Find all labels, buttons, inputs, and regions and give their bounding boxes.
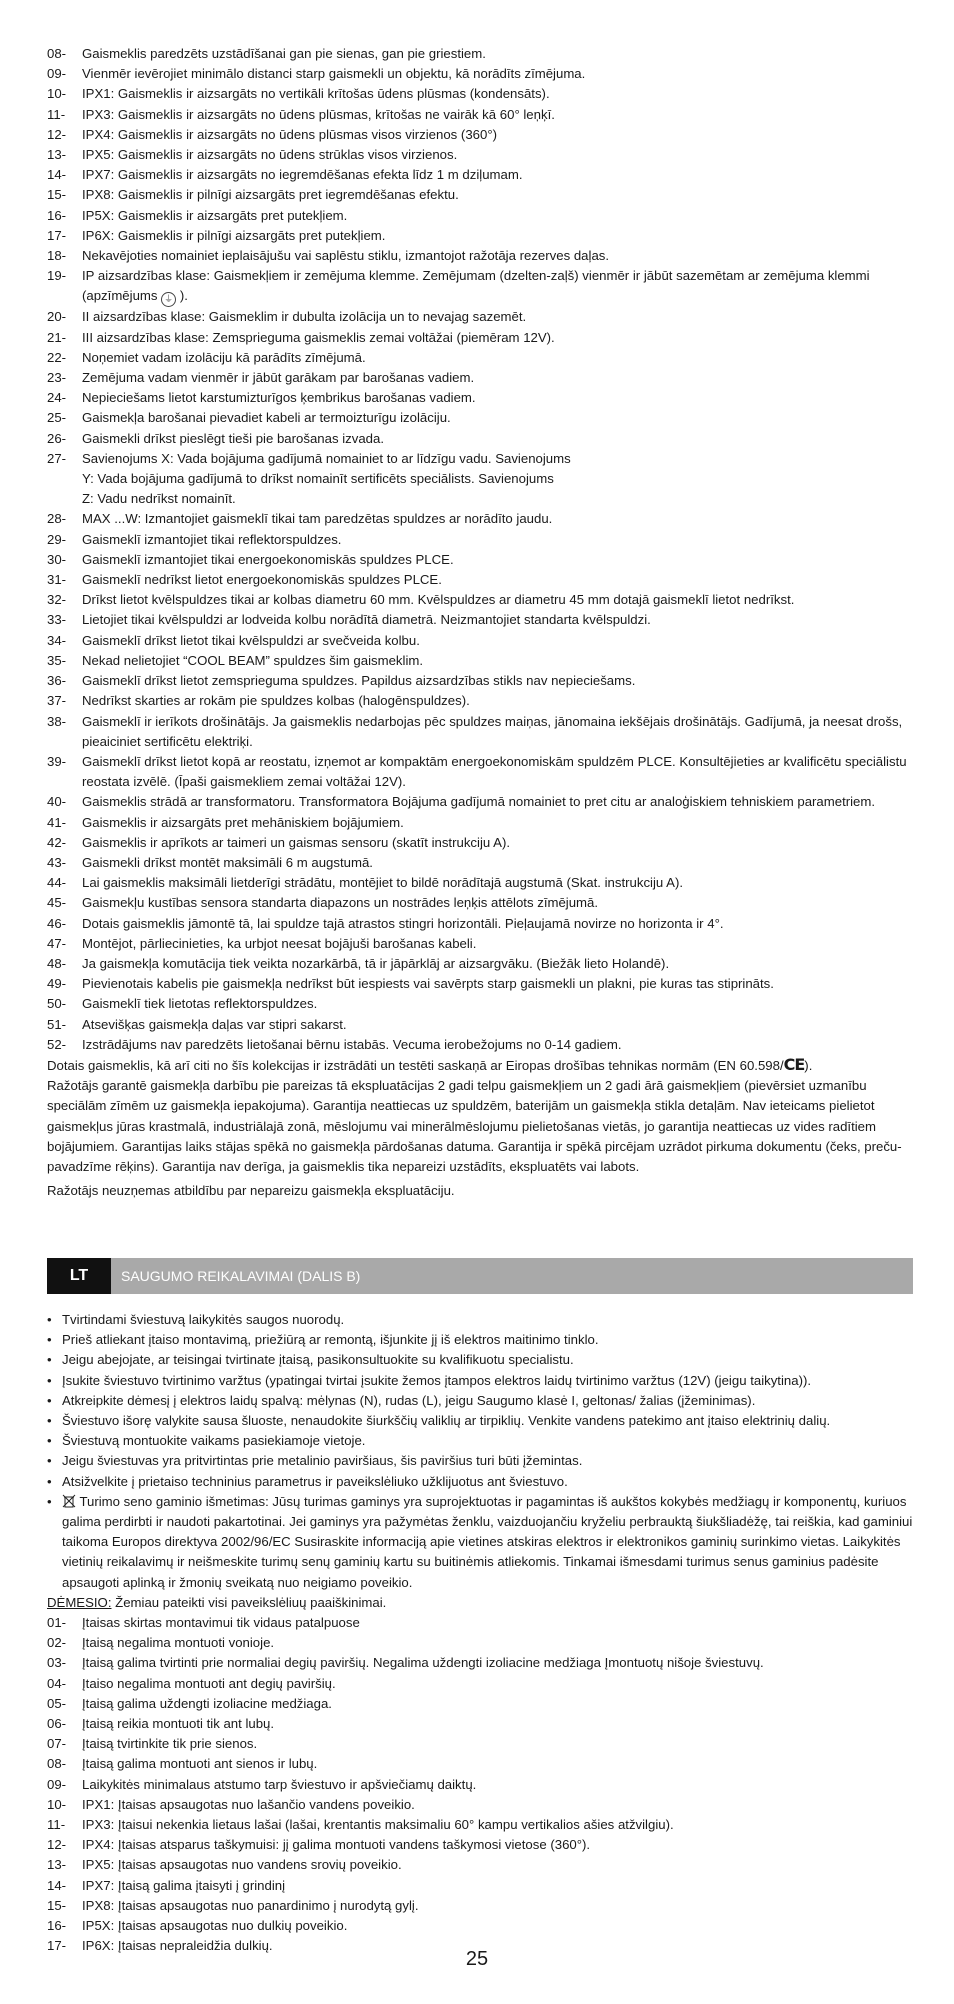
section-title: SAUGUMO REIKALAVIMAI (DALIS B) bbox=[121, 1268, 361, 1284]
lv-list-item-body: Vienmēr ievērojiet minimālo distanci starp gaismekli un objektu, kā norādīts zīmējuma. bbox=[82, 66, 586, 82]
lv-list-item-number: 41- bbox=[47, 814, 67, 830]
lv-list-item bbox=[47, 509, 913, 529]
lv-list-item bbox=[47, 206, 913, 226]
lv-list-item-body: Lai gaismeklis maksimāli lietderīgi strādātu, montējiet to bildē norādītajā augstumā (Skat. instrukciju A). bbox=[82, 875, 684, 891]
lv-conformity-end: ). bbox=[804, 1057, 813, 1073]
lt-list-item-body: IPX7: Įtaisą galima įtaisyti į grindinį bbox=[82, 1877, 286, 1893]
lv-list-item-text bbox=[82, 368, 913, 388]
lv-list-item-text bbox=[82, 934, 913, 954]
lv-list-item bbox=[47, 610, 913, 630]
section-language-code: LT bbox=[47, 1258, 111, 1294]
lv-list-item bbox=[47, 752, 913, 792]
lv-list-item-body: Izstrādājums nav paredzēts lietošanai bērnu istabās. Vecuma ierobežojums no 0-14 gadiem. bbox=[82, 1036, 622, 1052]
lv-list-item bbox=[47, 873, 913, 893]
lv-list-item-body: Gaismeklī drīkst lietot zemsprieguma spuldzes. Papildus aizsardzības stikls nav nepieciešams. bbox=[82, 673, 636, 689]
lv-list-item-text bbox=[82, 145, 913, 165]
lv-list-item-number: 43- bbox=[47, 854, 67, 870]
lt-list-item-body: IP5X: Įtaisas apsaugotas nuo dulkių poveikio. bbox=[82, 1918, 348, 1934]
lt-bullet-list bbox=[47, 1310, 913, 1492]
bullet-dot: • bbox=[47, 1413, 52, 1429]
lv-list-item-text bbox=[82, 853, 913, 873]
lt-numbered-list bbox=[47, 1613, 913, 1956]
lv-list-item-number: 16- bbox=[47, 207, 67, 223]
lv-list-item bbox=[47, 914, 913, 934]
lt-list-item-text bbox=[82, 1855, 913, 1875]
lt-bullet-text: Jeigu abejojate, ar teisingai tvirtinate įtaisą, pasikonsultuokite su kvalifikuotu specialistu. bbox=[62, 1352, 574, 1368]
lt-list-item bbox=[47, 1714, 913, 1734]
lt-list-item bbox=[47, 1674, 913, 1694]
lv-list-item bbox=[47, 429, 913, 449]
lv-list-item-text bbox=[82, 1015, 913, 1035]
lv-list-item-text bbox=[82, 873, 913, 893]
lt-list-item bbox=[47, 1855, 913, 1875]
lt-bullet-item bbox=[47, 1391, 913, 1411]
lt-list-item-body: Įtaisas skirtas montavimui tik vidaus patalpuose bbox=[82, 1615, 360, 1631]
lv-list-item-body: IPX3: Gaismeklis ir aizsargāts no ūdens plūsmas, krītošas ne vairāk kā 60° leņķī. bbox=[82, 106, 555, 122]
lv-list-item-text bbox=[82, 449, 913, 510]
lv-list-item-number: 32- bbox=[47, 592, 67, 608]
lt-list-item-text bbox=[82, 1734, 913, 1754]
lv-list-item-number: 18- bbox=[47, 248, 67, 264]
lv-numbered-list bbox=[47, 44, 913, 1055]
lv-list-item-body: Zemējuma vadam vienmēr ir jābūt garākam par barošanas vadiem. bbox=[82, 370, 475, 386]
lt-list-item bbox=[47, 1653, 913, 1673]
lv-list-item-text bbox=[82, 408, 913, 428]
lv-list-item-text bbox=[82, 752, 913, 792]
lv-list-item-body: Gaismekli drīkst pieslēgt tieši pie barošanas izvada. bbox=[82, 430, 384, 446]
lv-list-item bbox=[47, 671, 913, 691]
lt-list-item-text bbox=[82, 1815, 913, 1835]
lv-list-item-number: 22- bbox=[47, 349, 67, 365]
lt-list-item-text bbox=[82, 1795, 913, 1815]
lv-list-item bbox=[47, 307, 913, 327]
lt-list-item-body: Įtaisą galima tvirtinti prie normaliai degių paviršių. Negalima uždengti izoliacine medžiaga Įmontuotų nišoje šviestuvų. bbox=[82, 1655, 764, 1671]
lv-list-item-text bbox=[82, 307, 913, 327]
lv-list-item-text bbox=[82, 165, 913, 185]
lv-list-item-number: 28- bbox=[47, 511, 67, 527]
lv-list-item-number: 36- bbox=[47, 673, 67, 689]
lv-list-item bbox=[47, 44, 913, 64]
lv-list-item-text bbox=[82, 550, 913, 570]
lv-list-item-text bbox=[82, 671, 913, 691]
lt-list-item-body: IPX8: Įtaisas apsaugotas nuo panardinimo į nurodytą gylį. bbox=[82, 1897, 419, 1913]
lv-list-item-text bbox=[82, 266, 913, 307]
lt-list-item bbox=[47, 1734, 913, 1754]
lt-bullet-item bbox=[47, 1472, 913, 1492]
lv-list-item-number: 09- bbox=[47, 66, 67, 82]
lv-list-item-text bbox=[82, 813, 913, 833]
lv-list-item-text bbox=[82, 792, 913, 812]
lv-list-item-body: Gaismeklis ir aprīkots ar taimeri un gaismas sensoru (skatīt instrukciju A). bbox=[82, 834, 510, 850]
lt-list-item-text bbox=[82, 1694, 913, 1714]
lv-list-item-number: 11- bbox=[47, 106, 66, 122]
lt-list-item-text bbox=[82, 1633, 913, 1653]
lv-list-item-body: IP6X: Gaismeklis ir pilnīgi aizsargāts pret putekļiem. bbox=[82, 227, 386, 243]
bullet-dot: • bbox=[47, 1332, 52, 1348]
lt-bullet-text: Atsižvelkite į prietaiso techninius parametrus ir paveikslėliuko užklijuotus ant šviestuvo. bbox=[62, 1473, 568, 1489]
lv-list-item-number: 29- bbox=[47, 531, 67, 547]
bullet-dot: • bbox=[47, 1433, 52, 1449]
lv-list-item-body: Lietojiet tikai kvēlspuldzi ar lodveida kolbu norādītā diametrā. Neizmantojiet standarta kvēlspuldzi. bbox=[82, 612, 651, 628]
lv-list-item-text bbox=[82, 893, 913, 913]
lv-list-item bbox=[47, 165, 913, 185]
lv-list-item-text bbox=[82, 246, 913, 266]
lt-list-item bbox=[47, 1876, 913, 1896]
lv-list-item-number: 37- bbox=[47, 693, 67, 709]
bullet-dot: • bbox=[47, 1312, 52, 1327]
lv-list-item-text bbox=[82, 974, 913, 994]
lv-list-item bbox=[47, 994, 913, 1014]
lt-bullet-item bbox=[47, 1451, 913, 1471]
lv-list-item-body: Gaismeklī nedrīkst lietot energoekonomiskās spuldzes PLCE. bbox=[82, 572, 442, 588]
lv-list-item-body: Gaismeklī drīkst lietot tikai kvēlspuldzi ar svečveida kolbu. bbox=[82, 632, 420, 648]
lt-list-item-number: 02- bbox=[47, 1635, 67, 1651]
lv-list-item-body: Gaismeklis paredzēts uzstādīšanai gan pie sienas, gan pie griestiem. bbox=[82, 46, 486, 61]
lt-bullet-text: Prieš atliekant įtaiso montavimą, priežiūrą ar remontą, išjunkite jį iš elektros maitinimo tinklo. bbox=[62, 1332, 599, 1348]
lv-list-item bbox=[47, 145, 913, 165]
lv-list-item-body: Gaismeklī izmantojiet tikai reflektorspuldzes. bbox=[82, 531, 342, 547]
lt-disposal-item bbox=[47, 1492, 913, 1593]
lv-list-item bbox=[47, 590, 913, 610]
lv-list-item bbox=[47, 893, 913, 913]
lv-list-item-number: 17- bbox=[47, 227, 67, 243]
lv-list-item-number: 23- bbox=[47, 370, 67, 386]
ce-mark-icon: CE bbox=[783, 1054, 805, 1074]
lv-list-item-body: IPX5: Gaismeklis ir aizsargāts no ūdens strūklas visos virzienos. bbox=[82, 147, 458, 163]
lv-list-item bbox=[47, 550, 913, 570]
lt-list-item-text bbox=[82, 1754, 913, 1774]
lv-list-item-number: 49- bbox=[47, 976, 67, 992]
lv-list-item-body: IPX4: Gaismeklis ir aizsargāts no ūdens plūsmas visos virzienos (360°) bbox=[82, 126, 497, 142]
lt-list-item-body: Įtaisą tvirtinkite tik prie sienos. bbox=[82, 1736, 258, 1752]
lv-list-item-body: Gaismeklī tiek lietotas reflektorspuldzes. bbox=[82, 996, 318, 1012]
lv-list-item-body: Gaismekli drīkst montēt maksimāli 6 m augstumā. bbox=[82, 854, 373, 870]
lv-list-item-text bbox=[82, 185, 913, 205]
lv-list-item-text bbox=[82, 84, 913, 104]
lv-list-item bbox=[47, 530, 913, 550]
lt-list-item-body: IP6X: Įtaisas nepraleidžia dulkių. bbox=[82, 1938, 273, 1954]
lv-list-item-text bbox=[82, 328, 913, 348]
lt-bullet-item bbox=[47, 1411, 913, 1431]
lv-list-item-body: Nekad nelietojiet “COOL BEAM” spuldzes šim gaismeklim. bbox=[82, 652, 424, 668]
lt-list-item bbox=[47, 1775, 913, 1795]
lv-list-item bbox=[47, 368, 913, 388]
lv-list-item-number: 12- bbox=[47, 126, 67, 142]
lv-list-item-body: Nepieciešams lietot karstumizturīgos ķembrikus barošanas vadiem. bbox=[82, 390, 476, 406]
lt-attention-text: Žemiau pateikti visi paveikslėliuų paaiškinimai. bbox=[111, 1594, 387, 1610]
bullet-dot: • bbox=[47, 1493, 52, 1509]
lv-list-item bbox=[47, 125, 913, 145]
lv-list-item-text bbox=[82, 610, 913, 630]
lv-list-item-body-end: ). bbox=[179, 288, 188, 304]
lv-list-item-number: 50- bbox=[47, 996, 67, 1012]
lv-list-item-number: 46- bbox=[47, 915, 67, 931]
lv-list-item bbox=[47, 712, 913, 752]
lt-list-item-number: 08- bbox=[47, 1756, 67, 1772]
lt-attention-label: DĖMESIO: bbox=[47, 1594, 112, 1610]
lt-list-item-text bbox=[82, 1714, 913, 1734]
lv-list-item-text bbox=[82, 206, 913, 226]
lt-bullet-text: Atkreipkite dėmesį į elektros laidų spalvą: mėlynas (N), rudas (L), jeigu Saugumo klasė I, geltonas/ žalias (įžeminimas). bbox=[62, 1392, 756, 1408]
lv-list-item-text bbox=[82, 125, 913, 145]
lv-list-item-body: Noņemiet vadam izolāciju kā parādīts zīmējumā. bbox=[82, 349, 366, 365]
lv-list-item-body: IPX8: Gaismeklis ir pilnīgi aizsargāts pret iegremdēšanas efektu. bbox=[82, 187, 459, 203]
lv-list-item-body: Gaismeklī ir ierīkots drošinātājs. Ja gaismeklis nedarbojas pēc spuldzes maiņas, jānomaina iekšējais drošinātājs. Gadījumā, ja neesat drošs, pieaiciniet sertificētu elektriķi. bbox=[82, 713, 903, 749]
lv-list-item-number: 35- bbox=[47, 652, 67, 668]
lv-list-item bbox=[47, 388, 913, 408]
lv-list-item-text bbox=[82, 64, 913, 84]
lv-list-item-number: 31- bbox=[47, 572, 67, 588]
lt-list-item bbox=[47, 1613, 913, 1633]
lt-bullet-item bbox=[47, 1371, 913, 1391]
lt-list-item bbox=[47, 1815, 913, 1835]
lv-list-item bbox=[47, 84, 913, 104]
lv-conformity-text: Dotais gaismeklis, kā arī citi no šīs kolekcijas ir izstrādāti un testēti saskaņā ar Eiropas drošības tehnikas normām (EN 60.598/ bbox=[47, 1057, 784, 1073]
lv-list-item-text bbox=[82, 226, 913, 246]
lv-warranty-paragraph: Ražotājs garantē gaismekļa darbību pie pareizas tā ekspluatācijas 2 gadi telpu gaismekļiem un 2 gadi ārā gaismekļiem (pievērsiet uzmanību speciālām zīmēm uz gaismekļa iepakojuma). Garantija neattiecas uz spuldzēm, baterijām un gaismekļa stikla detaļām. Nav ieteicams pielietot gaismekļus jūras krastmalā, industriālajā zonā, mēslojumu vai minerālmēslojumu pielietošanas vietās, jo garantija neattiecas uz vides radītiem bojājumiem. Garantijas laiks stājas spēkā no gaismekļa pārdošanas datuma. Garantija ir spēkā pircējam uzrādot pirkuma dokumentu (čeks, preču-pavadzīme rēķins). Garantija nav derīga, ja gaismeklis tika nepareizi uzstādīts, ekspluatēts vai labots. bbox=[47, 1078, 902, 1174]
lt-list-item-body: Įtaisą reikia montuoti tik ant lubų. bbox=[82, 1716, 275, 1732]
lt-list-item bbox=[47, 1835, 913, 1855]
lt-list-item bbox=[47, 1694, 913, 1714]
lv-list-item-body: IPX1: Gaismeklis ir aizsargāts no vertikāli krītošas ūdens plūsmas (kondensāts). bbox=[82, 86, 550, 102]
lv-conformity-paragraph bbox=[47, 1055, 913, 1076]
lv-list-item-number: 30- bbox=[47, 551, 67, 567]
lv-list-item-body: Gaismeklis strādā ar transformatoru. Transformatora Bojājuma gadījumā nomainiet to pret citu ar analoģiskiem tehniskiem parametriem. bbox=[82, 794, 876, 810]
lt-list-item bbox=[47, 1633, 913, 1653]
lt-list-item-body: Laikykitės minimalaus atstumo tarp šviestuvo ir apšviečiamų daiktų. bbox=[82, 1776, 477, 1792]
lt-list-item-text bbox=[82, 1835, 913, 1855]
lv-list-item-text bbox=[82, 914, 913, 934]
lv-list-item bbox=[47, 813, 913, 833]
ground-symbol-icon: ⏚ bbox=[161, 292, 176, 307]
lt-list-item-text bbox=[82, 1613, 913, 1633]
lv-list-item-text bbox=[82, 348, 913, 368]
lv-list-item bbox=[47, 226, 913, 246]
page-number: 25 bbox=[465, 1948, 489, 1970]
lv-list-item bbox=[47, 934, 913, 954]
lt-list-item-number: 15- bbox=[47, 1897, 67, 1913]
lv-list-item-body: Gaismeklis ir aizsargāts pret mehāniskiem bojājumiem. bbox=[82, 814, 404, 830]
lt-list-item-body: IPX3: Įtaisui nekenkia lietaus lašai (lašai, krentantis maksimaliu 60° kampu vertikalios ašies atžvilgiu). bbox=[82, 1817, 674, 1833]
lt-list-item-body: Įtaisą galima montuoti ant sienos ir lubų. bbox=[82, 1756, 318, 1772]
lv-liability-paragraph: Ražotājs neuzņemas atbildību par nepareizu gaismekļa ekspluatāciju. bbox=[47, 1183, 455, 1199]
lv-list-item bbox=[47, 954, 913, 974]
lv-list-item bbox=[47, 408, 913, 428]
lt-list-item-number: 04- bbox=[47, 1675, 67, 1691]
lt-bullet-item bbox=[47, 1330, 913, 1350]
lv-list-item-number: 48- bbox=[47, 955, 67, 971]
lt-list-item-text bbox=[82, 1775, 913, 1795]
lt-list-item-body: IPX4: Įtaisas atsparus taškymuisi: jį galima montuoti vandens taškymosi vietose (360°). bbox=[82, 1837, 591, 1853]
lv-list-item-number: 10- bbox=[47, 86, 67, 102]
lv-list-item-number: 15- bbox=[47, 187, 67, 203]
lv-list-item bbox=[47, 449, 913, 510]
lv-list-item-text bbox=[82, 429, 913, 449]
lv-list-item-text bbox=[82, 954, 913, 974]
lv-list-item-number: 19- bbox=[47, 268, 67, 284]
lv-list-item-body: III aizsardzības klase: Zemsprieguma gaismeklis zemai voltāžai (piemēram 12V). bbox=[82, 329, 555, 345]
lv-list-item-body: IPX7: Gaismeklis ir aizsargāts no iegremdēšanas efekta līdz 1 m dziļumam. bbox=[82, 167, 523, 183]
lt-bullet-text: Šviestuvo išorę valykite sausa šluoste, nenaudokite šiurkščių valiklių ar tirpiklių. Venkite vandens patekimo ant įtaiso elektrinių dalių. bbox=[62, 1413, 831, 1429]
lt-list-item bbox=[47, 1754, 913, 1774]
lv-list-item-body: Nekavējoties nomainiet ieplaisājušu vai saplēstu stiklu, izmantojot ražotāja rezerves daļas. bbox=[82, 248, 610, 264]
lv-list-item bbox=[47, 266, 913, 307]
lv-list-item-body: Savienojums X: Vada bojājuma gadījumā nomainiet to ar līdzīgu vadu. Savienojums Y: Vada bojājuma gadījumā to drīkst nomainīt sertificēts speciālists. Savienojums Z: Vadu nedrīkst nomainīt. bbox=[82, 450, 571, 507]
lt-bullet-item bbox=[47, 1350, 913, 1370]
lv-list-item bbox=[47, 1015, 913, 1035]
lt-list-item-body: Įtaisą galima uždengti izoliacine medžiaga. bbox=[82, 1695, 332, 1711]
lt-list-item-body: Įtaisą negalima montuoti vonioje. bbox=[82, 1635, 275, 1651]
bullet-dot: • bbox=[47, 1473, 52, 1489]
lv-list-item-body: Ja gaismekļa komutācija tiek veikta nozarkārbā, tā ir jāpārklāj ar aizsargvāku. (Biežāk lieto Holandē). bbox=[82, 955, 670, 971]
lv-list-item bbox=[47, 691, 913, 711]
lv-list-item-body: MAX ...W: Izmantojiet gaismeklī tikai tam paredzētas spuldzes ar norādīto jaudu. bbox=[82, 511, 553, 527]
lt-list-item bbox=[47, 1795, 913, 1815]
lv-list-item-text bbox=[82, 833, 913, 853]
lv-list-item-number: 25- bbox=[47, 410, 67, 426]
lv-list-item-text bbox=[82, 44, 913, 64]
lv-list-item-body: Pievienotais kabelis pie gaismekļa nedrīkst būt iespiests vai savērpts starp gaismekli un plakni, pie kuras tas stiprināts. bbox=[82, 976, 774, 992]
lv-list-item-text bbox=[82, 509, 913, 529]
lv-list-item-text bbox=[82, 105, 913, 125]
lt-list-item-number: 14- bbox=[47, 1877, 67, 1893]
lv-list-item-text bbox=[82, 994, 913, 1014]
lv-list-item-number: 45- bbox=[47, 895, 67, 911]
lt-list-item-number: 10- bbox=[47, 1796, 67, 1812]
lv-list-item-text bbox=[82, 388, 913, 408]
lt-bullet-text: Šviestuvą montuokite vaikams pasiekiamoje vietoje. bbox=[62, 1433, 366, 1449]
lv-list-item bbox=[47, 1035, 913, 1055]
lv-list-item bbox=[47, 328, 913, 348]
lv-list-item bbox=[47, 833, 913, 853]
lt-list-item-number: 01- bbox=[47, 1615, 67, 1631]
bullet-dot: • bbox=[47, 1352, 52, 1368]
lv-list-item bbox=[47, 974, 913, 994]
lv-list-item bbox=[47, 64, 913, 84]
lt-list-item-text bbox=[82, 1876, 913, 1896]
lv-list-item-text bbox=[82, 651, 913, 671]
lt-list-item-text bbox=[82, 1674, 913, 1694]
lv-list-item-text bbox=[82, 570, 913, 590]
lt-list-item-body: IPX1: Įtaisas apsaugotas nuo lašančio vandens poveikio. bbox=[82, 1796, 415, 1812]
lv-list-item-number: 20- bbox=[47, 309, 67, 325]
lv-list-item bbox=[47, 105, 913, 125]
lv-list-item bbox=[47, 631, 913, 651]
lt-disposal-text: Turimo seno gaminio išmetimas: Jūsų turimas gaminys yra suprojektuotas ir pagamintas iš aukštos kokybės medžiagų ir komponentų, kuriuos galima perdirbti ir naudoti pakartotinai. Jei gaminys yra pažymėtas ženklu, vaizduojančiu kryželiu perbrauktą šiukšliadėžę, tai reiškia, kad gaminiui taikoma Europos direktyva 2002/96/EC Susiraskite informaciją apie vietines atskiras elektros ir elektronikos gaminių surinkimo vietas. Laikykitės vietinių reikalavimų ir neišmeskite turimų senų gaminių kartu su buitinėmis atliekomis. Tinkamai išmesdami turimus senus gaminius padėsite apsaugoti aplinką ir žmonių sveikatą nuo neigiamo poveikio. bbox=[62, 1493, 913, 1590]
lt-list-item-body: IPX5: Įtaisas apsaugotas nuo vandens srovių poveikio. bbox=[82, 1857, 402, 1873]
lv-list-item-body: Nedrīkst skarties ar rokām pie spuldzes kolbas (halogēnspuldzes). bbox=[82, 693, 470, 709]
lt-list-item-number: 09- bbox=[47, 1776, 67, 1792]
lt-list-item-text bbox=[82, 1896, 913, 1916]
lt-bullet-item bbox=[47, 1310, 913, 1330]
section-header bbox=[47, 1258, 913, 1294]
lv-list-item-body: Gaismekļa barošanai pievadiet kabeli ar termoizturīgu izolāciju. bbox=[82, 410, 451, 426]
lv-list-item-number: 33- bbox=[47, 612, 67, 628]
lv-list-item-number: 21- bbox=[47, 329, 67, 345]
lv-section bbox=[47, 44, 913, 1201]
lv-list-item-text bbox=[82, 631, 913, 651]
lt-list-item-number: 16- bbox=[47, 1918, 67, 1934]
lt-list-item-text bbox=[82, 1916, 913, 1936]
lv-list-item bbox=[47, 246, 913, 266]
lv-list-item-number: 13- bbox=[47, 147, 67, 163]
crossed-bin-icon bbox=[62, 1494, 76, 1508]
lt-bullet-text: Įsukite šviestuvo tvirtinimo varžtus (ypatingai tvirtai įsukite žemos įtampos elektros laidų tvirtinimo varžtus (12V) (jeigu taikytina)). bbox=[62, 1372, 812, 1388]
lt-attention-line bbox=[47, 1593, 913, 1613]
lv-list-item-text bbox=[82, 712, 913, 752]
lt-list-item bbox=[47, 1896, 913, 1916]
lt-list-item-number: 07- bbox=[47, 1736, 67, 1752]
lv-list-item-number: 08- bbox=[47, 46, 67, 61]
lv-list-item-number: 51- bbox=[47, 1016, 67, 1032]
lt-list-item-body: Įtaiso negalima montuoti ant degių paviršių. bbox=[82, 1675, 336, 1691]
lv-list-item-number: 40- bbox=[47, 794, 67, 810]
lv-list-item-number: 27- bbox=[47, 450, 67, 466]
lv-list-item-body: Gaismeklī izmantojiet tikai energoekonomiskās spuldzes PLCE. bbox=[82, 551, 454, 567]
lv-list-item bbox=[47, 792, 913, 812]
lt-section bbox=[47, 1310, 913, 1957]
bullet-dot: • bbox=[47, 1453, 52, 1469]
lt-list-item-number: 12- bbox=[47, 1837, 67, 1853]
lv-list-item-body: IP5X: Gaismeklis ir aizsargāts pret putekļiem. bbox=[82, 207, 348, 223]
lv-list-item-body: Gaismeklī drīkst lietot kopā ar reostatu, izņemot ar kompaktām energoekonomiskām spuldzēm PLCE. Konsultējieties ar kvalificētu speciālistu reostata izvēlē. (Īpaši gaismekliem zemai voltāžai 12V). bbox=[82, 753, 907, 790]
bullet-dot: • bbox=[47, 1372, 52, 1388]
lt-list-item-text bbox=[82, 1653, 913, 1673]
lv-list-item-number: 47- bbox=[47, 935, 67, 951]
lv-list-item-number: 26- bbox=[47, 430, 67, 446]
lv-list-item-body: IP aizsardzības klase: Gaismekļiem ir zemējuma klemme. Zemējumam (dzelten-zaļš) vienmēr ir jābūt sazemētam ar zemējuma klemmi (apzīmējums bbox=[82, 268, 870, 304]
lt-list-item-number: 06- bbox=[47, 1716, 67, 1732]
lv-list-item-number: 24- bbox=[47, 390, 67, 406]
lv-list-item bbox=[47, 348, 913, 368]
lv-list-item-body: Gaismekļu kustības sensora standarta diapazons un nostrādes leņķis attēlots zīmējumā. bbox=[82, 895, 599, 911]
lt-bullet-text: Jeigu šviestuvas yra pritvirtintas prie metalinio paviršiaus, šis paviršius turi būti įžemintas. bbox=[62, 1453, 583, 1469]
lt-list-item bbox=[47, 1916, 913, 1936]
lv-list-item-number: 34- bbox=[47, 632, 67, 648]
lv-list-item-number: 14- bbox=[47, 167, 67, 183]
lv-list-item-body: Montējot, pārliecinieties, ka urbjot neesat bojājuši barošanas kabeli. bbox=[82, 935, 477, 951]
lv-list-item-text bbox=[82, 1035, 913, 1055]
lt-list-item-number: 05- bbox=[47, 1695, 67, 1711]
lv-list-item-body: II aizsardzības klase: Gaismeklim ir dubulta izolācija un to nevajag sazemēt. bbox=[82, 309, 527, 325]
lv-list-item-number: 52- bbox=[47, 1036, 67, 1052]
lv-list-item bbox=[47, 570, 913, 590]
lv-list-item-number: 44- bbox=[47, 875, 67, 891]
lv-list-item bbox=[47, 185, 913, 205]
lv-list-item-text bbox=[82, 530, 913, 550]
lt-list-item-number: 03- bbox=[47, 1655, 67, 1671]
lv-list-item bbox=[47, 853, 913, 873]
lv-list-item-body: Drīkst lietot kvēlspuldzes tikai ar kolbas diametru 60 mm. Kvēlspuldzes ar diametru 45 mm dotajā gaismeklī lietot nedrīkst. bbox=[82, 592, 795, 608]
lv-list-item-body: Atsevišķas gaismekļa daļas var stipri sakarst. bbox=[82, 1016, 347, 1032]
lv-list-item-number: 38- bbox=[47, 713, 67, 729]
lv-list-item-text bbox=[82, 691, 913, 711]
lt-bullet-item bbox=[47, 1431, 913, 1451]
lt-list-item-number: 11- bbox=[47, 1817, 66, 1833]
lv-list-item-number: 42- bbox=[47, 834, 67, 850]
lv-list-item-body: Dotais gaismeklis jāmontē tā, lai spuldze tajā atrastos stingri horizontāli. Pieļaujamā novirze no horizonta ir 4°. bbox=[82, 915, 724, 931]
lv-list-item-number: 39- bbox=[47, 753, 67, 769]
lt-list-item-number: 13- bbox=[47, 1857, 67, 1873]
bullet-dot: • bbox=[47, 1392, 52, 1408]
lv-list-item-text bbox=[82, 590, 913, 610]
lv-list-item bbox=[47, 651, 913, 671]
lt-bullet-text: Tvirtindami šviestuvą laikykitės saugos nuorodų. bbox=[62, 1312, 345, 1327]
lt-list-item-number: 17- bbox=[47, 1938, 67, 1954]
